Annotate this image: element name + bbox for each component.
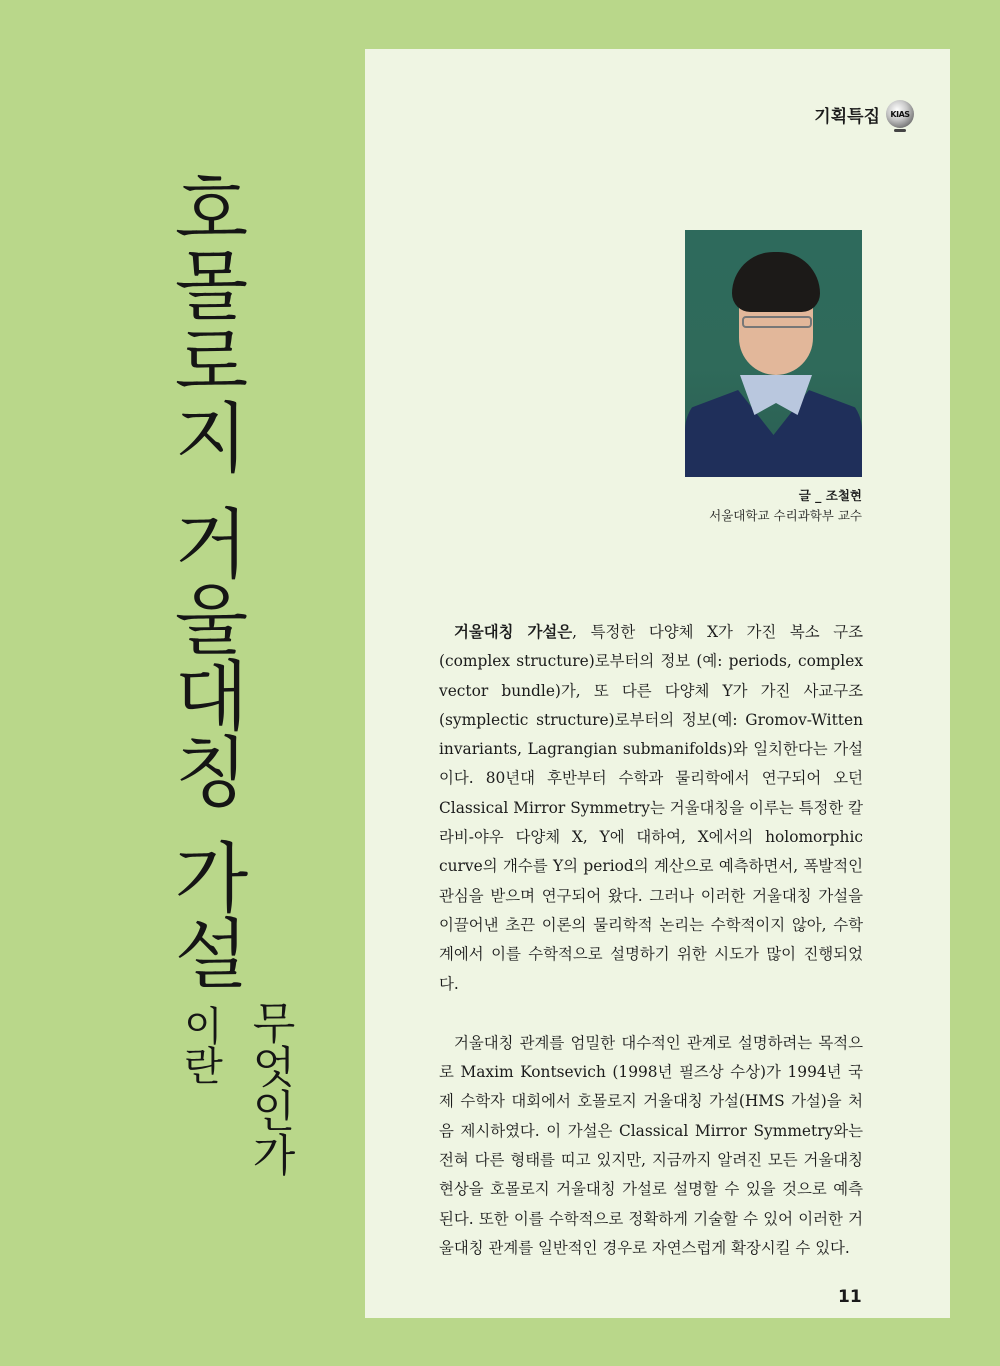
article-body (439, 618, 863, 1263)
author-byline (709, 486, 862, 526)
author-name: 글 _ 조철현 (798, 488, 862, 503)
lead-phrase: 거울대칭 가설은 (454, 623, 573, 641)
title-line-conjecture: 가설 (161, 838, 250, 990)
paragraph-1 (439, 618, 863, 999)
logo-text: KIAS (890, 109, 910, 119)
page-number: 11 (838, 1287, 862, 1307)
title-line-mirror-symmetry: 거울대칭 (161, 504, 250, 808)
title-line-homology: 호몰로지 (161, 170, 250, 474)
author-photo (685, 230, 862, 477)
title-question: 무엇인가 (244, 1000, 295, 1176)
author-affiliation: 서울대학교 수리과학부 교수 (709, 508, 862, 523)
paragraph-2: 거울대칭 관계를 엄밀한 대수적인 관계로 설명하려는 목적으로 Maxim Kontsevich (1998년 필즈상 수상)가 1994년 국제 수학자 대회에서 호몰로지 거울대칭 가설(HMS 가설)을 처음 제시하였다. 이 가설은 Classical Mirror Symmetry와는 전혀 다른 형태를 띠고 있지만, 지금까지 알려진 모든 거울대칭 현상을 호몰로지 거울대칭 가설로 설명할 수 있을 것으로 예측된다. 또한 이를 수학적으로 정확하게 기술할 수 있어 이러한 거울대칭 관계를 일반적인 경우로 자연스럽게 확장시킬 수 있다. (439, 1033, 863, 1257)
photo-glasses (742, 316, 812, 328)
kias-logo-icon (886, 100, 914, 128)
vertical-title (150, 170, 260, 990)
photo-hair (732, 252, 820, 312)
section-header (814, 100, 914, 128)
section-label: 기획특집 (814, 106, 880, 127)
paragraph-1-text: , 특정한 다양체 X가 가진 복소 구조(complex structure)로부터의 정보 (예: periods, complex vector bundle)가, 또 다른 다양체 Y가 가진 사교구조(symplectic structure)로부터의 정보(예: Gromov-Witten invariants, Lagrangian submanifolds)와 일치한다는 가설이다. 80년대 후반부터 수학과 물리학에서 연구되어 오던 Classical Mirror Symmetry는 거울대칭을 이루는 특정한 칼라비-야우 다양체 X, Y에 대하여, X에서의 holomorphic curve의 개수를 Y의 period의 계산으로 예측하면서, 폭발적인 관심을 받으며 연구되어 왔다. 그러나 이러한 거울대칭 가설을 이끌어낸 초끈 이론의 물리학적 논리는 수학적이지 않아, 수학계에서 이를 수학적으로 설명하기 위한 시도가 많이 진행되었다. (439, 623, 863, 993)
title-suffix: 이란 (177, 1005, 223, 1085)
